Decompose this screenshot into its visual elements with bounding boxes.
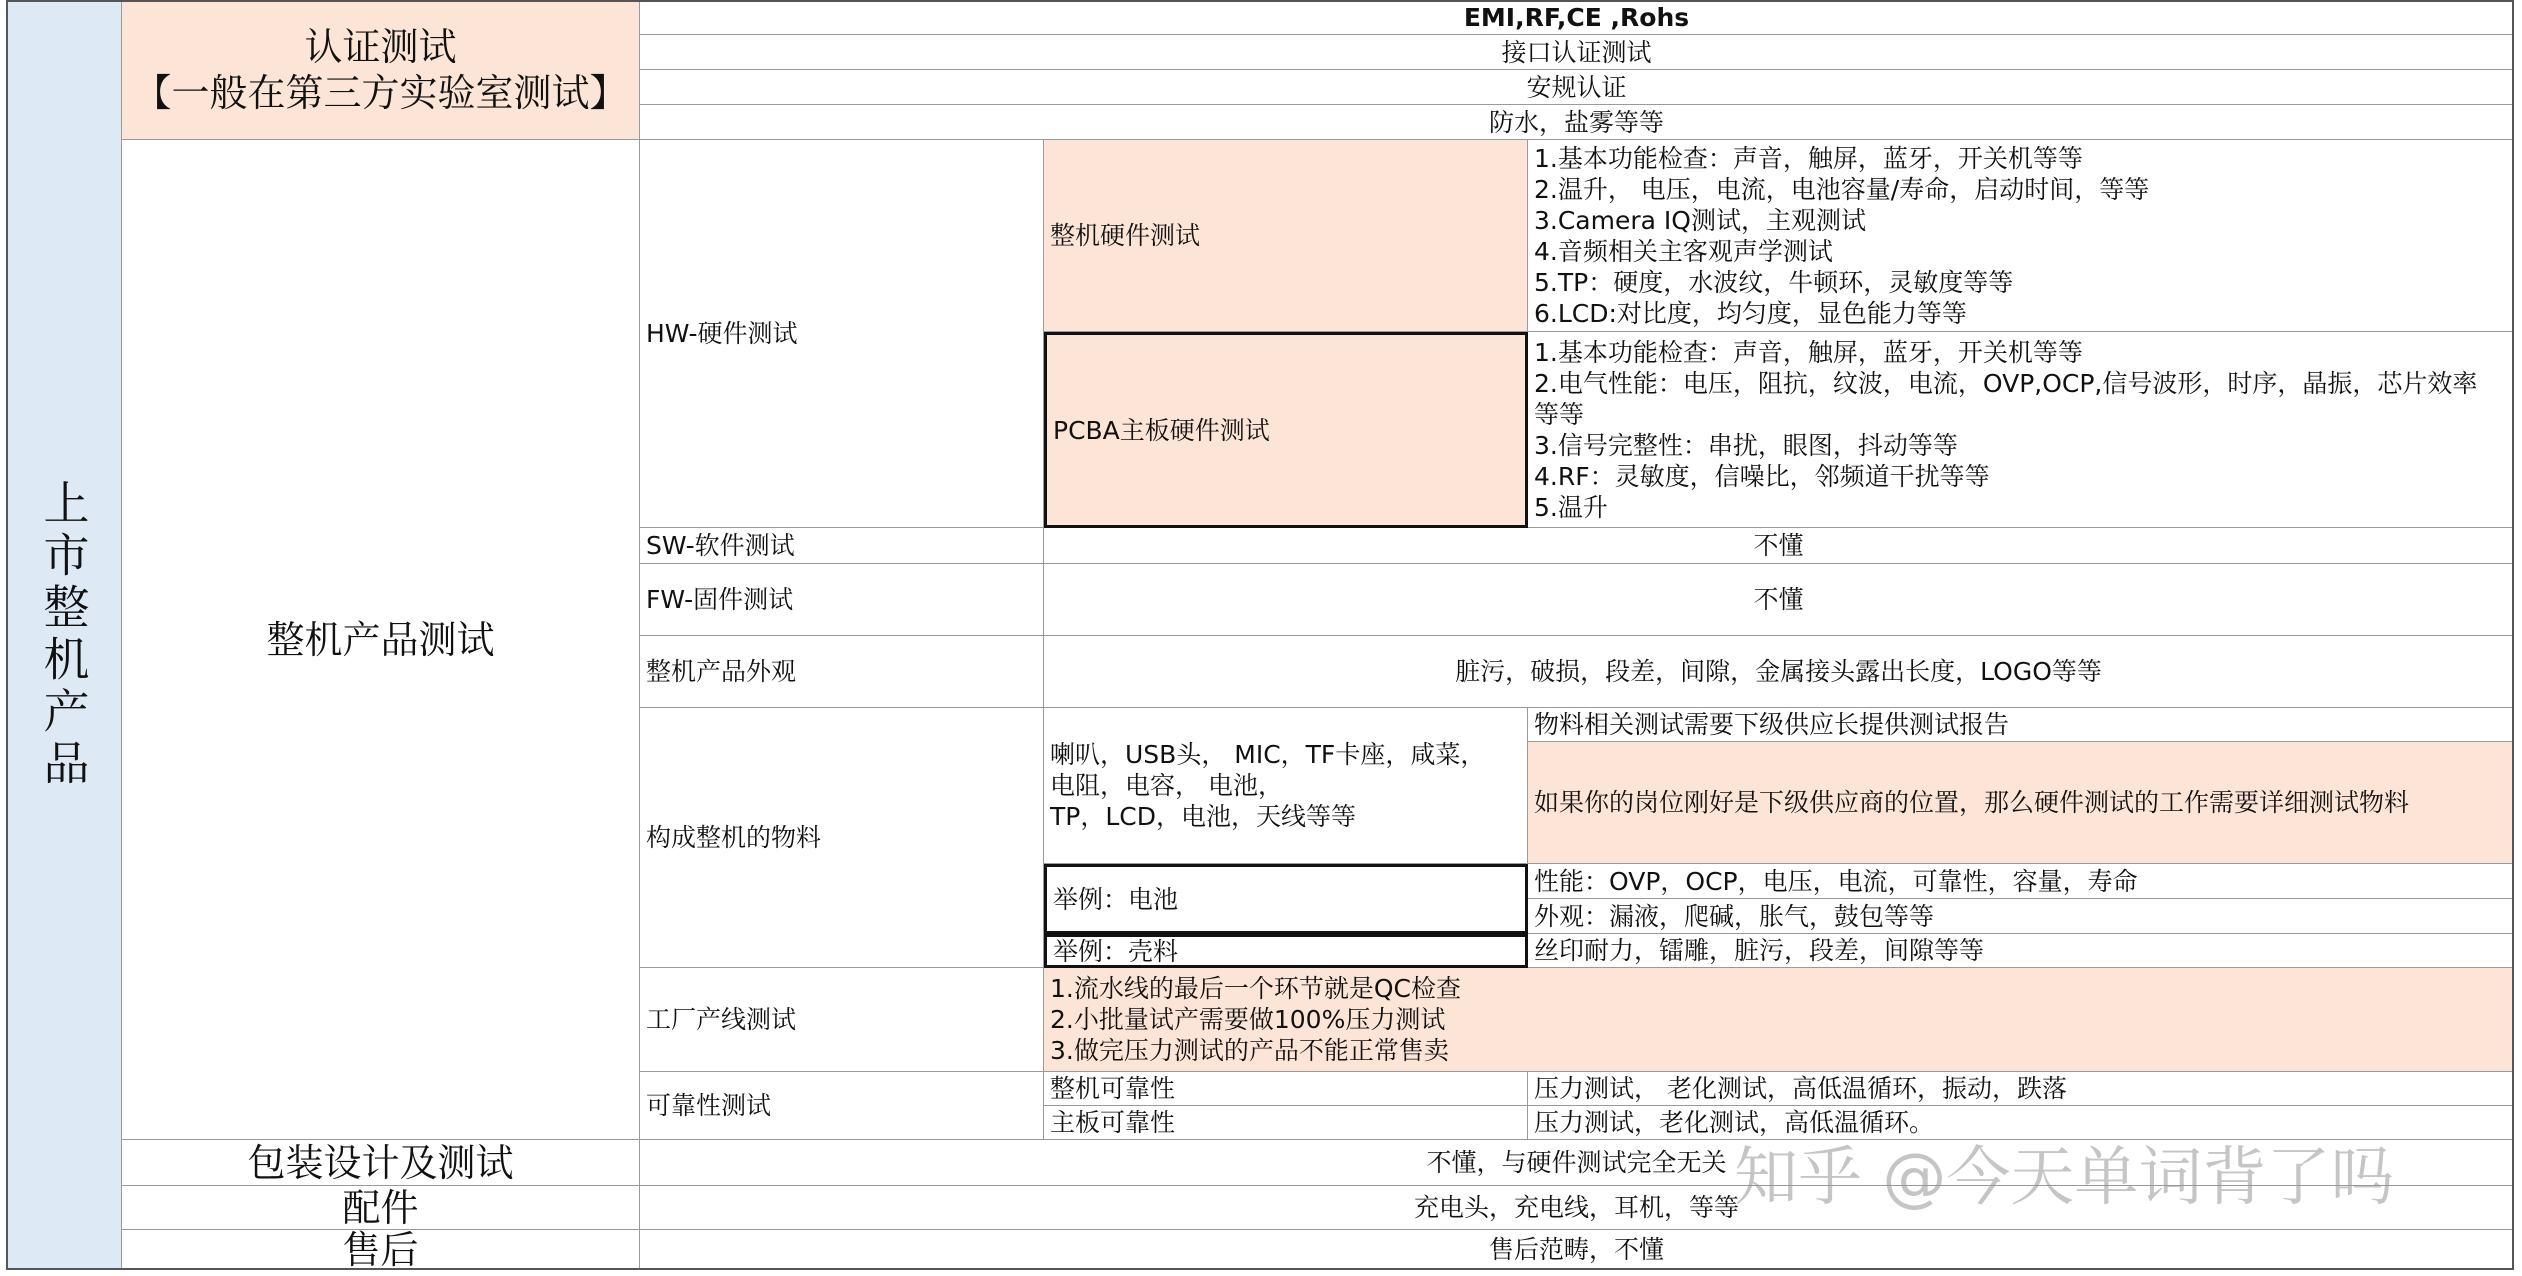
factory-testing-item: 3.做完压力测试的产品不能正常售卖 bbox=[1050, 1036, 1449, 1065]
after-sales-value: 售后范畴，不懂 bbox=[640, 1230, 2514, 1270]
after-sales-label: 售后 bbox=[122, 1230, 640, 1270]
cert-item-emi: EMI,RF,CE ,Rohs bbox=[640, 0, 2514, 35]
fw-testing-value: 不懂 bbox=[1044, 564, 2514, 636]
product-testing-label: 整机产品测试 bbox=[266, 617, 495, 662]
pcba-hw-item: 等等 bbox=[1534, 399, 1585, 429]
materials-list-line: 电阻，电容， 电池， bbox=[1050, 771, 1283, 800]
packaging-value: 不懂，与硬件测试完全无关 bbox=[640, 1140, 2514, 1186]
sw-testing-value: 不懂 bbox=[1044, 528, 2514, 564]
product-testing-label-cell bbox=[122, 140, 640, 1140]
reliability-label: 可靠性测试 bbox=[640, 1072, 1044, 1140]
certification-label-cell bbox=[122, 0, 640, 140]
factory-testing-label: 工厂产线测试 bbox=[640, 968, 1044, 1072]
whole-hw-testing-label: 整机硬件测试 bbox=[1044, 140, 1528, 332]
battery-appearance: 外观：漏液，爬碱，胀气，鼓包等等 bbox=[1528, 899, 2514, 934]
product-category-label: 上市整机产品 bbox=[36, 478, 91, 791]
materials-list-line: 喇叭，USB头， MIC，TF卡座，咸菜， bbox=[1050, 740, 1486, 769]
factory-testing-items bbox=[1044, 968, 2514, 1072]
battery-performance: 性能：OVP，OCP，电压，电流，可靠性，容量，寿命 bbox=[1528, 864, 2514, 899]
whole-hw-item: 5.TP：硬度，水波纹，牛顿环，灵敏度等等 bbox=[1534, 267, 2014, 297]
supplier-report-note: 物料相关测试需要下级供应长提供测试报告 bbox=[1528, 708, 2514, 742]
supplier-detail-note: 如果你的岗位刚好是下级供应商的位置，那么硬件测试的工作需要详细测试物料 bbox=[1528, 742, 2514, 864]
whole-hw-item: 4.音频相关主客观声学测试 bbox=[1534, 236, 1833, 266]
shell-example-label: 举例：壳料 bbox=[1044, 934, 1528, 968]
whole-hw-testing-items bbox=[1528, 140, 2514, 332]
certification-title: 认证测试 bbox=[304, 24, 457, 69]
packaging-label: 包装设计及测试 bbox=[122, 1140, 640, 1186]
pcba-hw-item: 4.RF：灵敏度，信噪比，邻频道干扰等等 bbox=[1534, 461, 1990, 491]
fw-testing-label: FW-固件测试 bbox=[640, 564, 1044, 636]
materials-list-line: TP，LCD，电池，天线等等 bbox=[1050, 802, 1356, 831]
reliability-row-label: 整机可靠性 bbox=[1044, 1072, 1528, 1106]
certification-subtitle: 【一般在第三方实验室测试】 bbox=[133, 70, 628, 115]
pcba-hw-testing-label: PCBA主板硬件测试 bbox=[1044, 332, 1528, 528]
watermark: 知乎 @今天单词背了吗 bbox=[1734, 1141, 2395, 1215]
reliability-row-value: 压力测试， 老化测试，高低温循环，振动，跌落 bbox=[1528, 1072, 2514, 1106]
cert-item-interface: 接口认证测试 bbox=[640, 35, 2514, 70]
accessories-label: 配件 bbox=[122, 1186, 640, 1230]
materials-list bbox=[1044, 708, 1528, 864]
test-matrix-sheet bbox=[6, 0, 2514, 1270]
sw-testing-label: SW-软件测试 bbox=[640, 528, 1044, 564]
whole-hw-item: 6.LCD:对比度，均匀度，显色能力等等 bbox=[1534, 298, 1967, 328]
appearance-value: 脏污，破损，段差，间隙，金属接头露出长度，LOGO等等 bbox=[1044, 636, 2514, 708]
whole-hw-item: 1.基本功能检查：声音，触屏，蓝牙，开关机等等 bbox=[1534, 143, 2083, 173]
accessories-value: 充电头，充电线，耳机，等等 bbox=[640, 1186, 2514, 1230]
pcba-hw-item: 1.基本功能检查：声音，触屏，蓝牙，开关机等等 bbox=[1534, 337, 2083, 367]
pcba-hw-item: 5.温升 bbox=[1534, 492, 1608, 522]
battery-example-label: 举例：电池 bbox=[1044, 864, 1528, 934]
cert-item-safety: 安规认证 bbox=[640, 70, 2514, 105]
pcba-hw-item: 3.信号完整性：串扰，眼图，抖动等等 bbox=[1534, 430, 1958, 460]
materials-label: 构成整机的物料 bbox=[640, 708, 1044, 968]
reliability-row-value: 压力测试，老化测试，高低温循环。 bbox=[1528, 1106, 2514, 1140]
factory-testing-item: 1.流水线的最后一个环节就是QC检查 bbox=[1050, 974, 1461, 1003]
factory-testing-item: 2.小批量试产需要做100%压力测试 bbox=[1050, 1005, 1446, 1034]
reliability-row-label: 主板可靠性 bbox=[1044, 1106, 1528, 1140]
whole-hw-item: 2.温升， 电压，电流，电池容量/寿命，启动时间，等等 bbox=[1534, 174, 2150, 204]
hw-testing-label: HW-硬件测试 bbox=[640, 140, 1044, 528]
pcba-hw-item: 2.电气性能：电压，阻抗，纹波，电流，OVP,OCP,信号波形，时序，晶振，芯片效率 bbox=[1534, 368, 2478, 398]
pcba-hw-testing-items bbox=[1528, 332, 2514, 528]
whole-hw-item: 3.Camera IQ测试，主观测试 bbox=[1534, 205, 1866, 235]
cert-item-waterproof: 防水，盐雾等等 bbox=[640, 105, 2514, 140]
shell-example-value: 丝印耐力，镭雕，脏污，段差，间隙等等 bbox=[1528, 934, 2514, 968]
product-category-cell bbox=[6, 0, 122, 1270]
appearance-label: 整机产品外观 bbox=[640, 636, 1044, 708]
